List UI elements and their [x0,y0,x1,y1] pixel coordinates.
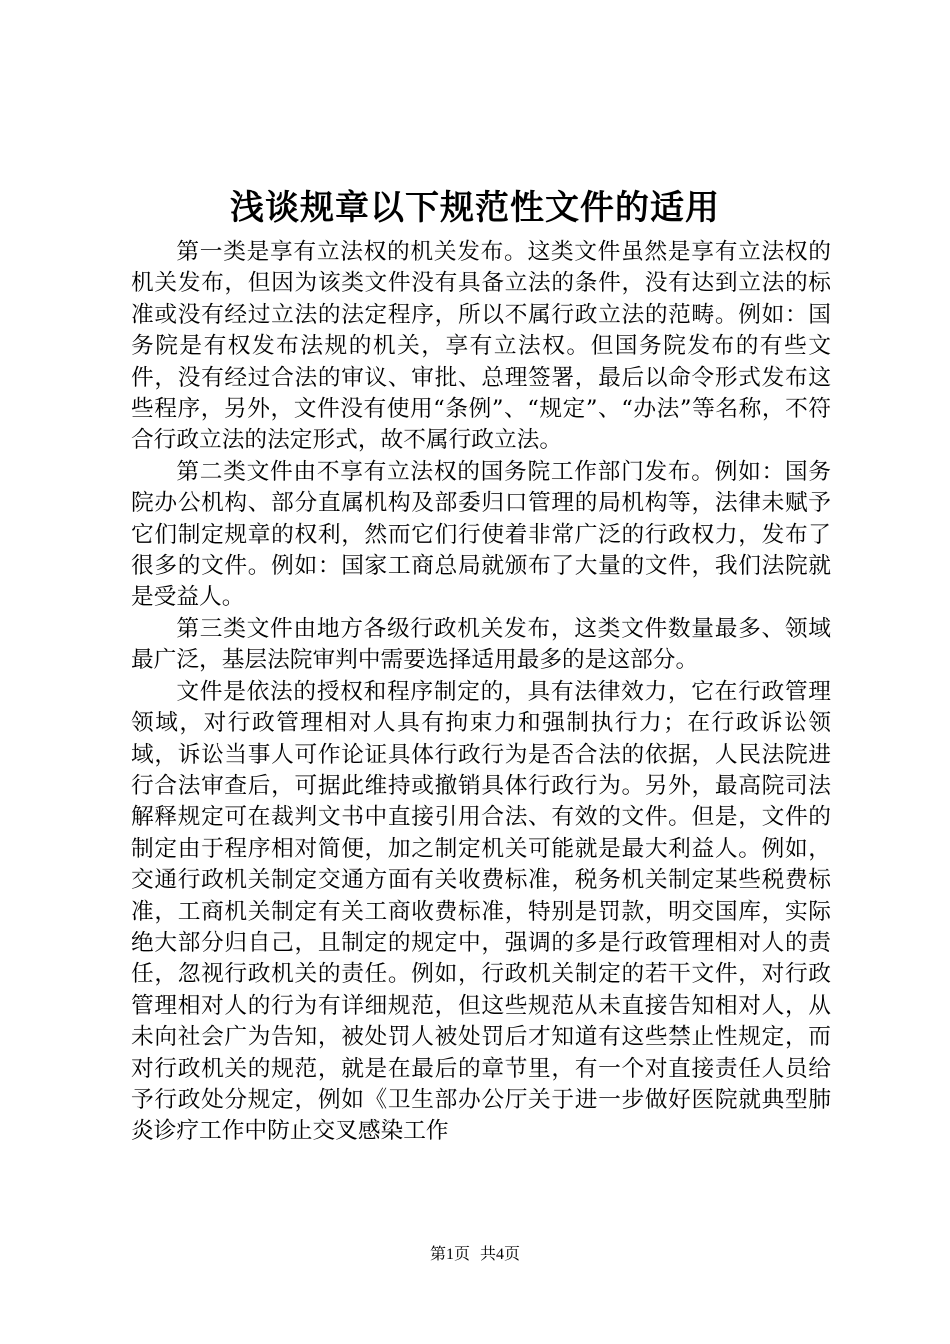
paragraph: 第一类是享有立法权的机关发布。这类文件虽然是享有立法权的机关发布，但因为该类文件没有具备立法的条件，没有达到立法的标准或没有经过立法的法定程序，所以不属行政立法的范畴。例如：国务院是有权发布法规的机关，享有立法权。但国务院发布的有些文件，没有经过合法的审议、审批、总理签署，最后以命令形式发布这些程序，另外，文件没有使用“条例”、“规定”、“办法”等名称，不符合行政立法的法定形式，故不属行政立法。 [131,239,831,454]
page-footer [0,1245,950,1265]
paragraph: 文件是依法的授权和程序制定的，具有法律效力，它在行政管理领域，对行政管理相对人具有拘束力和强制执行力；在行政诉讼领域，诉讼当事人可作论证具体行政行为是否合法的依据，人民法院进行合法审查后，可据此维持或撤销具体行政行为。另外，最高院司法解释规定可在裁判文书中直接引用合法、有效的文件。但是，文件的制定由于程序相对简便，加之制定机关可能就是最大利益人。例如，交通行政机关制定交通方面有关收费标准，税务机关制定某些税费标准，工商机关制定有关工商收费标准，特别是罚款，明交国库，实际绝大部分归自己，且制定的规定中，强调的多是行政管理相对人的责任，忽视行政机关的责任。例如，行政机关制定的若干文件，对行政管理相对人的行为有详细规范，但这些规范从未直接告知相对人，从未向社会广为告知，被处罚人被处罚后才知道有这些禁止性规定，而对行政机关的规范，就是在最后的章节里，有一个对直接责任人员给予行政处分规定，例如《卫生部办公厅关于进一步做好医院就典型肺炎诊疗工作中防止交叉感染工作 [131,678,831,1145]
page-total: 共4页 [480,1246,521,1263]
document-title: 浅谈规章以下规范性文件的适用 [230,188,720,228]
paragraph: 第二类文件由不享有立法权的国务院工作部门发布。例如：国务院办公机构、部分直属机构及部委归口管理的局机构等，法律未赋予它们制定规章的权利，然而它们行使着非常广泛的行政权力，发布了很多的文件。例如：国家工商总局就颁布了大量的文件，我们法院就是受益人。 [131,458,831,611]
page-number: 第1页 [429,1246,470,1263]
document-body [131,237,831,1148]
paragraph: 第三类文件由地方各级行政机关发布，这类文件数量最多、领域最广泛，基层法院审判中需要选择适用最多的是这部分。 [131,615,831,674]
